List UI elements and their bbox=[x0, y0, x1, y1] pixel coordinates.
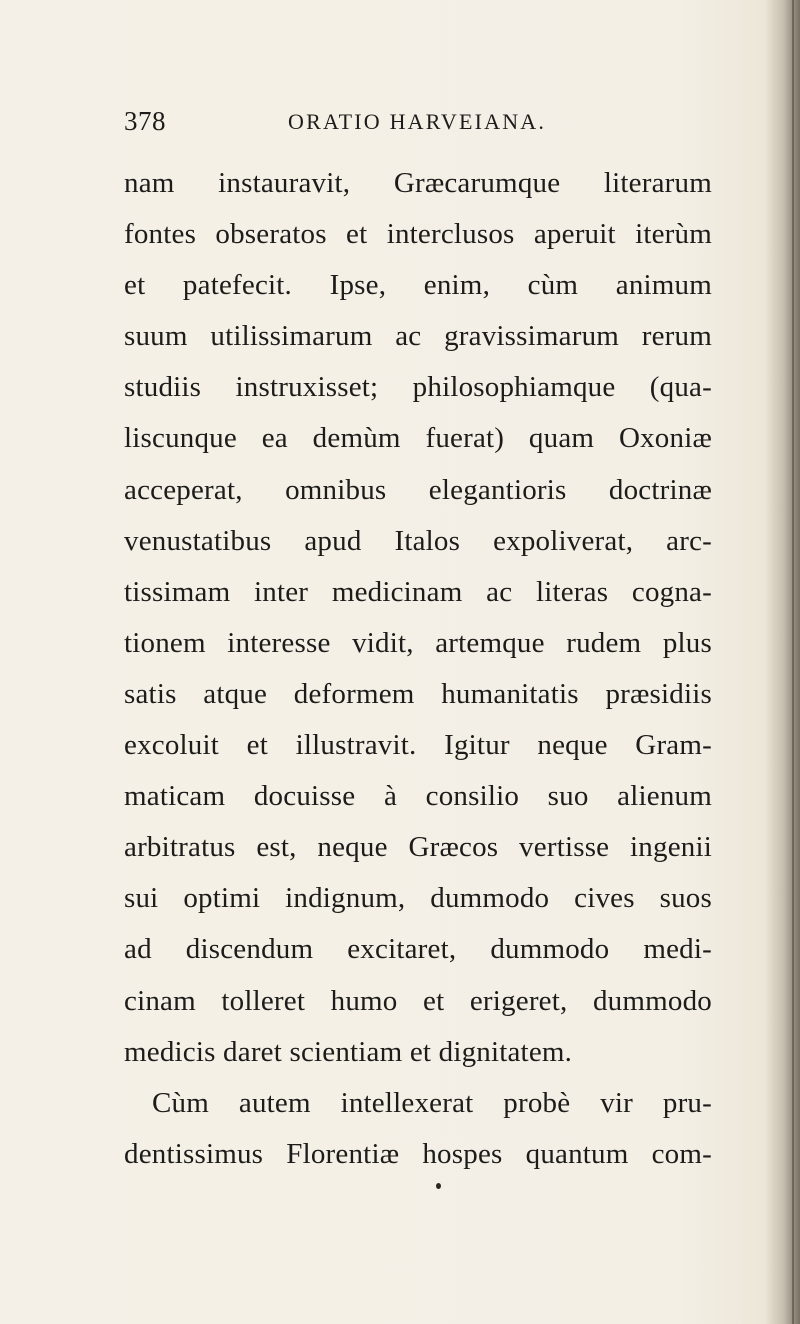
text-line: ad discendum excitaret, dummodo medi- bbox=[124, 933, 712, 966]
text-line: cinam tolleret humo et erigeret, dummodo bbox=[124, 984, 712, 1017]
text-line: studiis instruxisset; philosophiamque (qua- bbox=[124, 371, 712, 404]
text-line: sui optimi indignum, dummodo cives suos bbox=[124, 882, 712, 915]
page-header bbox=[124, 106, 714, 136]
page-edge bbox=[792, 0, 794, 1324]
text-line: liscunque ea demùm fuerat) quam Oxoniæ bbox=[124, 422, 712, 455]
text-line: satis atque deformem humanitatis præsidiis bbox=[124, 677, 712, 710]
text-line: excoluit et illustravit. Igitur neque Gram- bbox=[124, 729, 712, 762]
text-line: acceperat, omnibus elegantioris doctrinæ bbox=[124, 473, 712, 506]
page-number: 378 bbox=[124, 106, 166, 136]
running-title: ORATIO HARVEIANA. bbox=[288, 109, 547, 134]
ink-speck bbox=[436, 1183, 441, 1189]
text-line: suum utilissimarum ac gravissimarum rerum bbox=[124, 320, 712, 353]
text-line: Cùm autem intellexerat probè vir pru- bbox=[152, 1086, 712, 1119]
text-line: venustatibus apud Italos expoliverat, arc- bbox=[124, 524, 712, 557]
text-line: tissimam inter medicinam ac literas cogna- bbox=[124, 575, 712, 608]
text-line: et patefecit. Ipse, enim, cùm animum bbox=[124, 269, 712, 302]
text-line: nam instauravit, Græcarumque literarum bbox=[124, 167, 712, 199]
page-gutter-shadow bbox=[764, 0, 800, 1324]
text-line: maticam docuisse à consilio suo alienum bbox=[124, 780, 712, 813]
text-line: arbitratus est, neque Græcos vertisse ingenii bbox=[124, 831, 712, 864]
text-line: medicis daret scientiam et dignitatem. bbox=[124, 1035, 573, 1068]
text-line: fontes obseratos et interclusos aperuit iterùm bbox=[124, 218, 712, 251]
text-line: tionem interesse vidit, artemque rudem plus bbox=[124, 626, 712, 659]
body-text bbox=[124, 158, 712, 1180]
text-line: dentissimus Florentiæ hospes quantum com- bbox=[124, 1137, 712, 1170]
